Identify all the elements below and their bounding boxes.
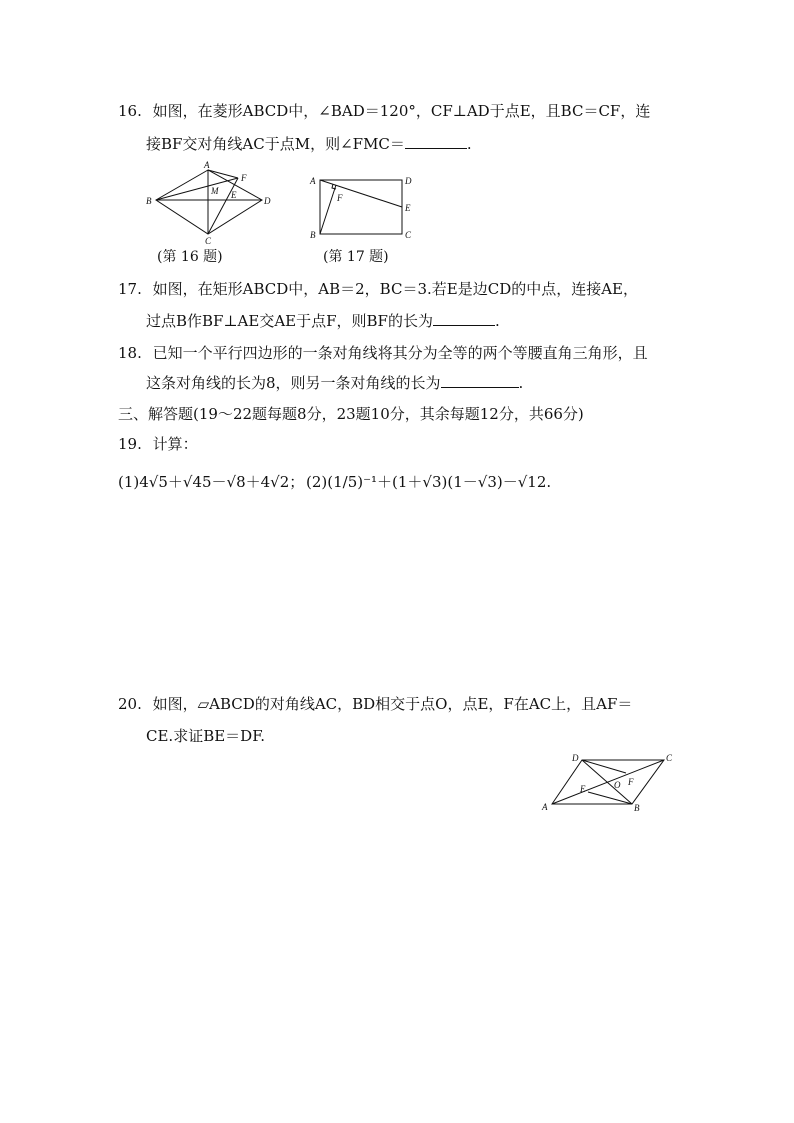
q16-number: 16. (118, 102, 142, 120)
q16-text1: 如图，在菱形ABCD中，∠BAD＝120°，CF⊥AD于点E，且BC＝CF，连 (152, 102, 651, 120)
q16-text2: 接BF交对角线AC于点M，则∠FMC＝ (146, 135, 405, 153)
q18-text1: 已知一个平行四边形的一条对角线将其分为全等的两个等腰直角三角形，且 (152, 344, 648, 362)
q18-answer-blank[interactable] (441, 373, 519, 388)
fig16-label-c: C (205, 236, 212, 244)
section-3-title: 三、解答题(19～22题每题8分，23题10分，其余每题12分，共66分) (118, 405, 584, 423)
fig17-label-c: C (405, 230, 412, 240)
q18-end: . (518, 374, 524, 392)
q19-line1 (118, 434, 198, 454)
q19-text: 计算： (152, 435, 198, 453)
q17-text1: 如图，在矩形ABCD中，AB＝2，BC＝3.若E是边CD的中点，连接AE， (152, 280, 639, 298)
fig20-label-f: F (628, 777, 634, 787)
figure-17-rectangle (306, 172, 416, 244)
q16-line1 (118, 101, 650, 121)
q16-answer-blank[interactable] (405, 134, 467, 149)
fig16-label-a: A (204, 160, 210, 170)
fig17-label-b: B (310, 230, 316, 240)
q19-number: 19. (118, 435, 142, 453)
figure-16-rhombus (140, 158, 280, 244)
q20-text1: 如图，▱ABCD的对角线AC，BD相交于点O，点E，F在AC上，且AF＝ (152, 695, 633, 713)
fig16-caption: (第 16 题) (157, 249, 223, 265)
fig17-caption: (第 17 题) (323, 249, 389, 265)
q18-number: 18. (118, 344, 142, 362)
figure-20-parallelogram (538, 750, 678, 814)
q20-number: 20. (118, 695, 142, 713)
q17-number: 17. (118, 280, 142, 298)
q17-line2 (146, 311, 500, 331)
q19-part2: (2)(1/5)⁻¹＋(1＋√3)(1－√3)－√12. (306, 473, 552, 491)
q20-line2: CE.求证BE＝DF. (146, 727, 266, 745)
q20-line1 (118, 694, 632, 714)
fig20-label-a: A (542, 802, 548, 812)
fig16-label-b: B (146, 196, 152, 206)
fig20-label-b: B (634, 803, 640, 813)
fig17-label-e: E (405, 203, 411, 213)
fig17-label-a: A (310, 176, 316, 186)
q17-end: . (494, 312, 500, 330)
fig17-label-d: D (405, 176, 412, 186)
q17-answer-blank[interactable] (433, 311, 495, 326)
q17-text2: 过点B作BF⊥AE交AE于点F，则BF的长为 (146, 312, 433, 330)
q17-line1 (118, 279, 638, 299)
q18-text2: 这条对角线的长为8，则另一条对角线的长为 (146, 374, 441, 392)
fig20-label-c: C (666, 753, 673, 763)
q19-part1: (1)4√5＋√45－√8＋4√2； (118, 473, 305, 491)
q18-line1 (118, 343, 648, 363)
fig16-label-m: M (211, 186, 219, 196)
fig16-label-d: D (264, 196, 271, 206)
fig20-label-e: E (580, 784, 586, 794)
fig16-label-e: E (231, 190, 237, 200)
q16-end: . (466, 135, 472, 153)
q16-line2 (146, 134, 472, 154)
q18-line2 (146, 373, 523, 393)
fig16-label-f: F (241, 173, 247, 183)
fig20-label-o: O (614, 780, 621, 790)
fig20-label-d: D (572, 753, 579, 763)
fig17-label-f: F (337, 193, 343, 203)
